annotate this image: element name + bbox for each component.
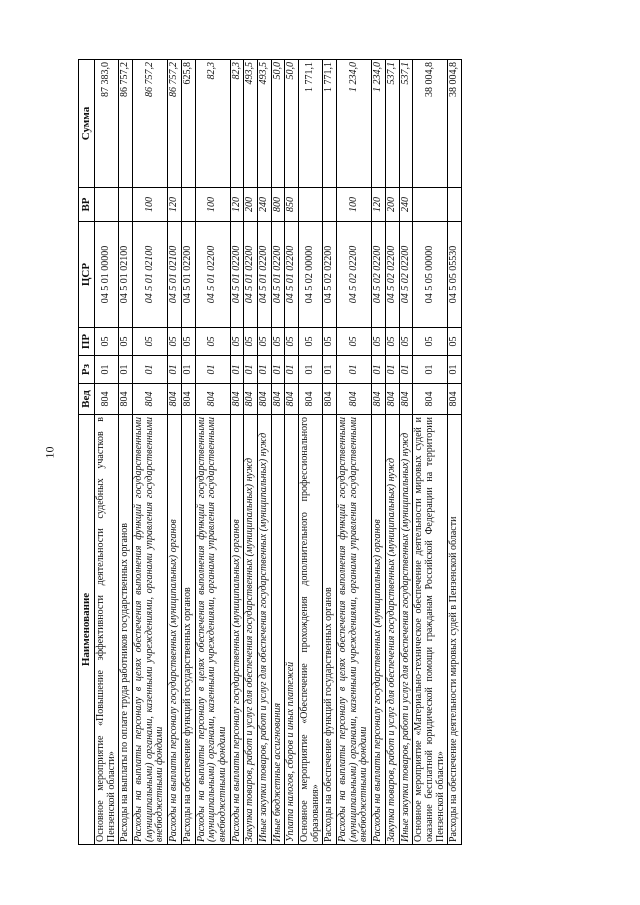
cell-rz: 01 xyxy=(385,356,399,384)
cell-csr: 04 5 02 02200 xyxy=(385,222,399,328)
cell-rz: 01 xyxy=(95,356,119,384)
cell-name: Расходы на обеспечение функций государственных органов xyxy=(181,415,195,845)
cell-name: Уплата налогов, сборов и иных платежей xyxy=(285,415,299,845)
cell-ved: 804 xyxy=(230,384,244,415)
cell-ved: 804 xyxy=(323,384,337,415)
cell-pr: 05 xyxy=(119,328,133,356)
cell-csr: 04 5 01 02100 xyxy=(168,222,182,328)
cell-sum: 1 771,1 xyxy=(323,60,337,188)
cell-ved: 804 xyxy=(285,384,299,415)
header-sum: Сумма xyxy=(79,60,95,188)
cell-ved: 804 xyxy=(133,384,168,415)
header-ved: Вед xyxy=(79,384,95,415)
cell-pr: 05 xyxy=(399,328,413,356)
cell-ved: 804 xyxy=(399,384,413,415)
cell-vr: 200 xyxy=(244,188,258,222)
cell-vr xyxy=(119,188,133,222)
cell-vr: 240 xyxy=(257,188,271,222)
cell-csr: 04 5 01 02100 xyxy=(133,222,168,328)
cell-name: Расходы на обеспечение деятельности мировых судей в Пензенской области xyxy=(448,415,462,845)
cell-pr: 05 xyxy=(257,328,271,356)
cell-rz: 01 xyxy=(181,356,195,384)
cell-name: Иные бюджетные ассигнования xyxy=(271,415,285,845)
cell-vr: 800 xyxy=(271,188,285,222)
cell-pr: 05 xyxy=(448,328,462,356)
cell-pr: 05 xyxy=(181,328,195,356)
header-vr: ВР xyxy=(79,188,95,222)
cell-name: Основное мероприятие «Обеспечение прохождения дополнительного профессионального образования» xyxy=(299,415,323,845)
cell-pr: 05 xyxy=(285,328,299,356)
cell-sum: 625,8 xyxy=(181,60,195,188)
cell-sum: 86 757,2 xyxy=(119,60,133,188)
header-csr: ЦСР xyxy=(79,222,95,328)
cell-pr: 05 xyxy=(413,328,448,356)
cell-vr: 240 xyxy=(399,188,413,222)
header-pr: ПР xyxy=(79,328,95,356)
cell-rz: 01 xyxy=(195,356,230,384)
cell-rz: 01 xyxy=(372,356,386,384)
cell-rz: 01 xyxy=(337,356,372,384)
cell-csr: 04 5 01 02200 xyxy=(230,222,244,328)
table-row xyxy=(181,60,195,845)
cell-name: Расходы на выплаты персоналу в целях обеспечения выполнения функций государственными (муниципальными) органами, казенными учреждениями, органами управления государственными внебюджетными фондами xyxy=(195,415,230,845)
cell-ved: 804 xyxy=(168,384,182,415)
cell-rz: 01 xyxy=(323,356,337,384)
cell-ved: 804 xyxy=(257,384,271,415)
cell-sum: 50,0 xyxy=(271,60,285,188)
cell-ved: 804 xyxy=(385,384,399,415)
cell-ved: 804 xyxy=(181,384,195,415)
cell-name: Закупка товаров, работ и услуг для обеспечения государственных (муниципальных) нужд xyxy=(385,415,399,845)
cell-ved: 804 xyxy=(413,384,448,415)
cell-ved: 804 xyxy=(119,384,133,415)
cell-sum: 87 383,0 xyxy=(95,60,119,188)
cell-vr: 850 xyxy=(285,188,299,222)
cell-sum: 1 771,1 xyxy=(299,60,323,188)
table-row xyxy=(244,60,258,845)
table-row xyxy=(271,60,285,845)
cell-csr: 04 5 01 02200 xyxy=(271,222,285,328)
table-row xyxy=(399,60,413,845)
cell-vr xyxy=(323,188,337,222)
cell-csr: 04 5 05 05530 xyxy=(448,222,462,328)
cell-name: Закупка товаров, работ и услуг для обеспечения государственных (муниципальных) нужд xyxy=(244,415,258,845)
table-row xyxy=(119,60,133,845)
cell-sum: 537,1 xyxy=(385,60,399,188)
page-number-text: 10 xyxy=(42,446,57,459)
table-header-row xyxy=(79,60,95,845)
cell-vr: 120 xyxy=(230,188,244,222)
cell-csr: 04 5 01 00000 xyxy=(95,222,119,328)
cell-csr: 04 5 01 02200 xyxy=(244,222,258,328)
header-rz: Рз xyxy=(79,356,95,384)
cell-name: Расходы на выплаты персоналу в целях обеспечения выполнения функций государственными (муниципальными) органами, казенными учреждениями, органами управления государственными внебюджетными фондами xyxy=(337,415,372,845)
cell-ved: 804 xyxy=(337,384,372,415)
table-row xyxy=(168,60,182,845)
cell-vr: 100 xyxy=(195,188,230,222)
cell-vr xyxy=(95,188,119,222)
cell-csr: 04 5 02 00000 xyxy=(299,222,323,328)
cell-rz: 01 xyxy=(271,356,285,384)
cell-vr: 100 xyxy=(337,188,372,222)
cell-name: Расходы на обеспечение функций государственных органов xyxy=(323,415,337,845)
cell-vr xyxy=(413,188,448,222)
cell-vr: 120 xyxy=(372,188,386,222)
table-row xyxy=(230,60,244,845)
cell-csr: 04 5 01 02100 xyxy=(119,222,133,328)
table-row xyxy=(448,60,462,845)
cell-name: Основное мероприятие «Повышение эффективности деятельности судебных участков в Пензенской области» xyxy=(95,415,119,845)
cell-csr: 04 5 02 02200 xyxy=(372,222,386,328)
cell-name: Иные закупки товаров, работ и услуг для обеспечения государственных (муниципальных) нужд xyxy=(257,415,271,845)
cell-sum: 86 757,2 xyxy=(133,60,168,188)
cell-pr: 05 xyxy=(195,328,230,356)
cell-rz: 01 xyxy=(257,356,271,384)
cell-csr: 04 5 01 02200 xyxy=(195,222,230,328)
cell-name: Иные закупки товаров, работ и услуг для обеспечения государственных (муниципальных) нужд xyxy=(399,415,413,845)
table-row xyxy=(413,60,448,845)
cell-sum: 82,3 xyxy=(195,60,230,188)
table-row xyxy=(133,60,168,845)
cell-rz: 01 xyxy=(413,356,448,384)
cell-rz: 01 xyxy=(285,356,299,384)
cell-rz: 01 xyxy=(119,356,133,384)
table-row xyxy=(372,60,386,845)
cell-csr: 04 5 01 02200 xyxy=(181,222,195,328)
cell-name: Основное мероприятие «Материально-техническое обеспечение деятельности мировых судей и оказание бесплатной юридической помощи гражданам Российской Федерации на территории Пензенской области» xyxy=(413,415,448,845)
cell-pr: 05 xyxy=(337,328,372,356)
cell-sum: 1 234,0 xyxy=(372,60,386,188)
cell-name: Расходы на выплаты персоналу в целях обеспечения выполнения функций государственными (муниципальными) органами, казенными учреждениями, органами управления государственными внебюджетными фондами xyxy=(133,415,168,845)
page-number xyxy=(38,0,62,905)
cell-ved: 804 xyxy=(372,384,386,415)
table-row xyxy=(257,60,271,845)
cell-csr: 04 5 02 02200 xyxy=(399,222,413,328)
cell-ved: 804 xyxy=(95,384,119,415)
cell-csr: 04 5 02 02200 xyxy=(337,222,372,328)
cell-pr: 05 xyxy=(133,328,168,356)
cell-sum: 493,5 xyxy=(257,60,271,188)
cell-sum: 537,1 xyxy=(399,60,413,188)
cell-sum: 38 004,8 xyxy=(413,60,448,188)
cell-pr: 05 xyxy=(372,328,386,356)
cell-ved: 804 xyxy=(271,384,285,415)
table-row xyxy=(299,60,323,845)
cell-rz: 01 xyxy=(399,356,413,384)
cell-pr: 05 xyxy=(271,328,285,356)
cell-name: Расходы на выплаты персоналу государственных (муниципальных) органов xyxy=(230,415,244,845)
cell-csr: 04 5 02 02200 xyxy=(323,222,337,328)
cell-pr: 05 xyxy=(385,328,399,356)
table-body xyxy=(95,60,462,845)
cell-pr: 05 xyxy=(323,328,337,356)
table-row xyxy=(337,60,372,845)
cell-vr: 200 xyxy=(385,188,399,222)
cell-sum: 493,5 xyxy=(244,60,258,188)
budget-table-container xyxy=(78,60,611,845)
header-name: Наименование xyxy=(79,415,95,845)
cell-vr: 120 xyxy=(168,188,182,222)
cell-ved: 804 xyxy=(195,384,230,415)
table-row xyxy=(195,60,230,845)
table-row xyxy=(323,60,337,845)
cell-sum: 1 234,0 xyxy=(337,60,372,188)
cell-name: Расходы на выплаты по оплате труда работников государственных органов xyxy=(119,415,133,845)
cell-pr: 05 xyxy=(299,328,323,356)
cell-vr xyxy=(448,188,462,222)
cell-vr: 100 xyxy=(133,188,168,222)
cell-rz: 01 xyxy=(448,356,462,384)
table-row xyxy=(285,60,299,845)
cell-csr: 04 5 05 00000 xyxy=(413,222,448,328)
table-row xyxy=(95,60,119,845)
cell-pr: 05 xyxy=(168,328,182,356)
budget-table xyxy=(78,59,462,845)
cell-sum: 82,3 xyxy=(230,60,244,188)
cell-pr: 05 xyxy=(230,328,244,356)
cell-ved: 804 xyxy=(244,384,258,415)
cell-name: Расходы на выплаты персоналу государственных (муниципальных) органов xyxy=(168,415,182,845)
cell-rz: 01 xyxy=(168,356,182,384)
table-row xyxy=(385,60,399,845)
cell-sum: 38 004,8 xyxy=(448,60,462,188)
cell-name: Расходы на выплаты персоналу государственных (муниципальных) органов xyxy=(372,415,386,845)
cell-sum: 86 757,2 xyxy=(168,60,182,188)
cell-rz: 01 xyxy=(244,356,258,384)
cell-vr xyxy=(299,188,323,222)
cell-pr: 05 xyxy=(95,328,119,356)
cell-ved: 804 xyxy=(448,384,462,415)
cell-pr: 05 xyxy=(244,328,258,356)
cell-csr: 04 5 01 02200 xyxy=(257,222,271,328)
cell-sum: 50,0 xyxy=(285,60,299,188)
cell-rz: 01 xyxy=(299,356,323,384)
cell-csr: 04 5 01 02200 xyxy=(285,222,299,328)
cell-rz: 01 xyxy=(230,356,244,384)
cell-rz: 01 xyxy=(133,356,168,384)
cell-vr xyxy=(181,188,195,222)
cell-ved: 804 xyxy=(299,384,323,415)
